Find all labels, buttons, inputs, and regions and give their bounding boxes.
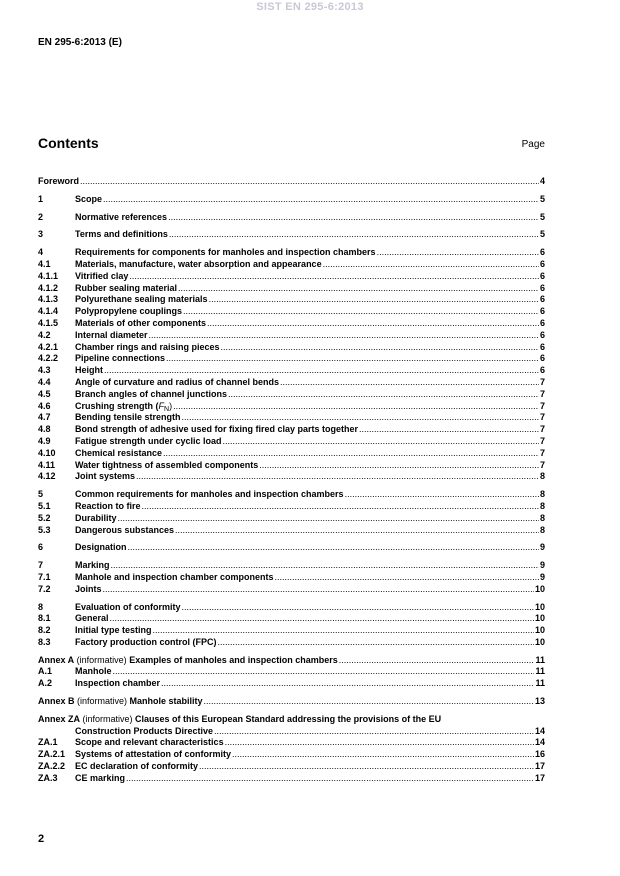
toc-entry-number: 4.7 (38, 412, 51, 423)
toc-leader-dots (166, 353, 539, 365)
toc-entry-title-text: Manhole and inspection chamber components (75, 571, 274, 582)
toc-entry-title-text: Crushing strength ( (75, 400, 159, 411)
toc-leader-dots (199, 761, 534, 773)
toc-entry-number: 4.6 (38, 400, 51, 411)
toc-leader-dots (168, 212, 539, 224)
toc-entry-title (75, 247, 376, 259)
toc-entry-number: 4.2.1 (38, 341, 59, 352)
toc-entry-page: 8 (539, 524, 545, 535)
toc-entry-title-text: Scope and relevant characteristics (75, 737, 224, 748)
toc-entry-page: 9 (539, 571, 545, 582)
toc-entry-title (75, 306, 182, 318)
toc-entry[interactable] (38, 726, 545, 738)
toc-leader-dots (204, 696, 534, 708)
toc-leader-dots (323, 259, 539, 271)
toc-entry[interactable] (38, 666, 545, 678)
toc-entry-number: 8.1 (38, 613, 51, 624)
toc-entry-title (75, 761, 198, 773)
toc-entry-title-text: Reaction to fire (75, 500, 141, 511)
toc-entry[interactable] (38, 513, 545, 525)
toc-entry[interactable] (38, 318, 545, 330)
toc-entry[interactable] (38, 342, 545, 354)
toc-entry-page: 7 (539, 435, 545, 446)
toc-entry-title (75, 637, 217, 649)
toc-entry-title (75, 194, 102, 206)
toc-entry-number: 4 (38, 247, 44, 258)
toc-entry-title (75, 229, 168, 241)
toc-entry-title (75, 436, 222, 448)
toc-entry-title-text: Chemical resistance (75, 447, 163, 458)
toc-entry-title (75, 625, 152, 637)
toc-entry-title-text: Requirements for components for manholes and inspection chambers (75, 247, 376, 258)
toc-entry-title (75, 525, 174, 537)
toc-entry-page: 6 (539, 247, 545, 258)
toc-entry-title-text: Dangerous substances (75, 524, 175, 535)
toc-entry[interactable] (38, 436, 545, 448)
toc-entry-page: 10 (534, 583, 545, 594)
toc-entry[interactable] (38, 613, 545, 625)
toc-entry-page: 7 (539, 424, 545, 435)
toc-entry-title-text: Joints (75, 583, 102, 594)
toc-entry-title (38, 714, 441, 726)
toc-entry-number: 5 (38, 489, 44, 500)
toc-entry-number: 8.2 (38, 625, 51, 636)
toc-entry-annex-qualifier: (informative) (74, 696, 130, 707)
toc-entry-page: 17 (534, 772, 545, 783)
toc-entry[interactable] (38, 448, 545, 460)
toc-entry-page: 6 (539, 258, 545, 269)
toc-entry[interactable] (38, 330, 545, 342)
toc-entry-page: 5 (539, 193, 545, 204)
toc-entry[interactable] (38, 749, 545, 761)
toc-entry-number: 8.3 (38, 636, 51, 647)
toc-entry[interactable] (38, 625, 545, 637)
toc-entry-title (75, 283, 177, 295)
toc-entry-title-text: Manhole stability (129, 696, 203, 707)
toc-entry-number: 4.1.1 (38, 270, 59, 281)
toc-entry-annex-qualifier: (informative) (80, 713, 136, 724)
toc-entry-number: 2 (38, 211, 44, 222)
toc-entry[interactable] (38, 412, 545, 424)
document-identifier: EN 295-6:2013 (E) (38, 37, 122, 48)
toc-leader-dots (175, 525, 539, 537)
toc-entry[interactable] (38, 194, 545, 206)
toc-entry-title-text: Pipeline connections (75, 353, 166, 364)
toc-leader-dots (259, 460, 539, 472)
toc-entry-title (75, 773, 125, 785)
toc-entry-title-text: Joint systems (75, 471, 136, 482)
toc-entry-number: Foreword (38, 176, 80, 186)
toc-entry[interactable] (38, 401, 545, 413)
toc-leader-dots (182, 602, 534, 614)
toc-entry-page: 14 (534, 725, 545, 736)
toc-entry-number: 4.1 (38, 258, 51, 269)
toc-leader-dots (161, 678, 534, 690)
toc-entry[interactable] (38, 212, 545, 224)
toc-entry-number: 8 (38, 601, 44, 612)
toc-entry[interactable] (38, 696, 545, 708)
toc-entry-number: 4.8 (38, 424, 51, 435)
toc-entry-title (75, 353, 165, 365)
toc-entry-title-text: Branch angles of channel junctions (75, 388, 228, 399)
toc-entry-page: 4 (539, 176, 545, 186)
toc-entry-title (75, 460, 258, 472)
toc-entry-title-end: ) (169, 400, 173, 411)
toc-entry-page: 10 (534, 613, 545, 624)
toc-entry-page: 8 (539, 500, 545, 511)
toc-leader-dots (173, 401, 539, 413)
toc-entry-page: 9 (539, 560, 545, 571)
toc-entry-number: 4.10 (38, 447, 56, 458)
toc-entry-number: 4.3 (38, 365, 51, 376)
toc-leader-dots (359, 424, 539, 436)
toc-entry-title-text: Rubber sealing material (75, 282, 178, 293)
toc-entry-title (75, 377, 279, 389)
toc-entry-title-text: Clauses of this European Standard addressing the provisions of the EU (135, 713, 442, 724)
toc-entry-title-text: Normative references (75, 211, 168, 222)
toc-leader-dots (136, 471, 539, 483)
toc-entry[interactable] (38, 306, 545, 318)
toc-entry[interactable] (38, 737, 545, 749)
toc-entry-number: Annex B (38, 696, 75, 707)
toc-entry-title-text: Vitrified clay (75, 270, 129, 281)
toc-leader-dots (80, 176, 539, 188)
toc-entry-title (75, 737, 224, 749)
toc-entry-page: 6 (539, 270, 545, 281)
toc-entry-title-text: Angle of curvature and radius of channel bends (75, 376, 280, 387)
toc-entry-number: 4.1.3 (38, 294, 59, 305)
toc-entry-number: 4.5 (38, 388, 51, 399)
toc-entry[interactable] (38, 271, 545, 283)
toc-entry-page: 7 (539, 376, 545, 387)
toc-leader-dots (129, 271, 539, 283)
toc-entry-page: 13 (534, 696, 545, 707)
toc-entry-title-text: Factory production control (FPC) (75, 636, 217, 647)
toc-entry[interactable] (38, 389, 545, 401)
toc-entry-number: ZA.2.1 (38, 749, 66, 760)
toc-entry-page: 6 (539, 317, 545, 328)
toc-entry[interactable] (38, 259, 545, 271)
toc-entry[interactable] (38, 773, 545, 785)
toc-entry-title (75, 424, 358, 436)
toc-entry-title (75, 726, 213, 738)
toc-entry-title (75, 749, 231, 761)
toc-entry-title (75, 259, 322, 271)
toc-leader-dots (110, 613, 534, 625)
toc-entry-page: 7 (539, 459, 545, 470)
toc-entry-title-text: Polyurethane sealing materials (75, 294, 208, 305)
toc-entry-title-text: Common requirements for manholes and inspection chambers (75, 489, 344, 500)
toc-entry-title-text: Marking (75, 560, 110, 571)
toc-entry-page: 7 (539, 400, 545, 411)
toc-entry-title (75, 584, 102, 596)
toc-leader-dots (178, 283, 539, 295)
toc-entry-page: 10 (534, 636, 545, 647)
toc-leader-dots (345, 489, 539, 501)
toc-entry-annex-qualifier: (informative) (74, 654, 130, 665)
toc-entry-number: 5.1 (38, 500, 51, 511)
toc-entry-title-text: Bond strength of adhesive used for fixing fired clay parts together (75, 424, 359, 435)
toc-leader-dots (209, 294, 539, 306)
toc-entry[interactable] (38, 525, 545, 537)
toc-entry-title (75, 666, 112, 678)
toc-entry-number: 4.1.4 (38, 306, 59, 317)
toc-entry[interactable] (38, 365, 545, 377)
toc-entry-title-text: Chamber rings and raising pieces (75, 341, 220, 352)
toc-entry-title-text: Systems of attestation of conformity (75, 749, 232, 760)
toc-entry[interactable] (38, 460, 545, 472)
toc-entry[interactable] (38, 489, 545, 501)
toc-entry-number: 4.1.5 (38, 317, 59, 328)
toc-leader-dots (118, 513, 539, 525)
toc-entry-page: 6 (539, 306, 545, 317)
toc-leader-dots (225, 737, 534, 749)
toc-entry[interactable] (38, 602, 545, 614)
toc-leader-dots (103, 584, 534, 596)
toc-entry-title (75, 389, 227, 401)
toc-entry-title (75, 365, 103, 377)
table-of-contents (38, 176, 545, 785)
toc-leader-dots (223, 436, 539, 448)
toc-leader-dots (275, 572, 539, 584)
toc-entry-title-text: Construction Products Directive (75, 725, 214, 736)
toc-entry-number: 5.3 (38, 524, 51, 535)
toc-entry-title (75, 412, 181, 424)
toc-entry-number: 4.4 (38, 376, 51, 387)
toc-entry-page: 16 (534, 749, 545, 760)
toc-entry-page: 6 (539, 353, 545, 364)
toc-entry[interactable] (38, 655, 545, 667)
toc-entry-title-text: Scope (75, 193, 103, 204)
toc-entry-page: 7 (539, 447, 545, 458)
toc-entry-number: Annex ZA (38, 713, 81, 724)
toc-entry-title-text: Internal diameter (75, 329, 148, 340)
toc-entry-title (38, 176, 79, 188)
toc-entry[interactable] (38, 501, 545, 513)
toc-entry-title (75, 294, 208, 306)
toc-leader-dots (113, 666, 535, 678)
toc-entry-title (75, 471, 135, 483)
page-title: Contents (38, 135, 99, 151)
toc-entry-number: 7.2 (38, 583, 51, 594)
toc-entry-number: 4.9 (38, 435, 51, 446)
toc-entry-title-text: Bending tensile strength (75, 412, 181, 423)
toc-leader-dots (163, 448, 539, 460)
toc-entry-title (75, 330, 148, 342)
toc-entry-number: ZA.3 (38, 772, 58, 783)
toc-entry-page: 7 (539, 388, 545, 399)
toc-entry[interactable] (38, 714, 545, 726)
toc-entry[interactable] (38, 229, 545, 241)
toc-entry-title (75, 489, 344, 501)
toc-entry-title (75, 448, 162, 460)
toc-entry[interactable] (38, 377, 545, 389)
toc-leader-dots (221, 342, 539, 354)
toc-entry-title-text: Durability (75, 512, 117, 523)
toc-entry-title-text: Initial type testing (75, 625, 152, 636)
toc-entry-number: 6 (38, 542, 44, 553)
toc-entry[interactable] (38, 584, 545, 596)
toc-entry-number: 7 (38, 560, 44, 571)
toc-entry-title (38, 696, 203, 708)
toc-entry-title-text: Water tightness of assembled components (75, 459, 259, 470)
toc-entry-page: 8 (539, 512, 545, 523)
toc-entry-title-text: Manhole (75, 666, 112, 677)
toc-entry-page: 10 (534, 601, 545, 612)
toc-entry-page: 11 (535, 654, 545, 665)
toc-entry-page: 11 (535, 678, 545, 689)
toc-entry-page: 10 (534, 625, 545, 636)
toc-entry-page: 6 (539, 282, 545, 293)
toc-entry-number: ZA.1 (38, 737, 58, 748)
toc-entry-title (75, 212, 167, 224)
toc-entry-title (75, 342, 220, 354)
toc-entry-title-text: Examples of manholes and inspection chambers (129, 654, 338, 665)
watermark: SIST EN 295-6:2013 (256, 1, 364, 13)
toc-entry-title-text: Materials of other components (75, 317, 207, 328)
toc-entry-title (75, 501, 141, 513)
toc-leader-dots (377, 247, 539, 259)
toc-entry-number: 4.1.2 (38, 282, 59, 293)
toc-entry-number: ZA.2.2 (38, 761, 66, 772)
toc-entry[interactable] (38, 560, 545, 572)
toc-entry-page: 7 (539, 412, 545, 423)
toc-entry-page: 14 (534, 737, 545, 748)
toc-leader-dots (183, 306, 539, 318)
toc-entry-number: 4.12 (38, 471, 56, 482)
toc-entry-title-text: EC declaration of conformity (75, 761, 199, 772)
toc-entry-number: 1 (38, 193, 44, 204)
toc-entry-title-text: General (75, 613, 109, 624)
toc-entry-number: 5.2 (38, 512, 51, 523)
toc-entry-title-text: Height (75, 365, 103, 376)
toc-entry-page: 6 (539, 329, 545, 340)
toc-entry-title (75, 560, 110, 572)
toc-entry-title-text: Fatigue strength under cyclic load (75, 435, 222, 446)
toc-leader-dots (228, 389, 539, 401)
toc-entry-number: Annex A (38, 654, 75, 665)
toc-entry-number: 4.2 (38, 329, 51, 340)
toc-leader-dots (232, 749, 534, 761)
toc-entry-title (75, 271, 128, 283)
toc-entry-title (75, 602, 181, 614)
toc-leader-dots (104, 365, 539, 377)
toc-entry-number: 3 (38, 229, 44, 240)
toc-leader-dots (142, 501, 539, 513)
toc-entry-page: 8 (539, 471, 545, 482)
toc-entry-title (38, 655, 338, 667)
toc-entry-title-text: Terms and definitions (75, 229, 168, 240)
page-column-label: Page (521, 139, 545, 150)
toc-entry-title (75, 678, 160, 690)
toc-leader-dots (339, 655, 535, 667)
toc-entry-title-text: Evaluation of conformity (75, 601, 181, 612)
toc-entry[interactable] (38, 761, 545, 773)
toc-entry[interactable] (38, 176, 545, 188)
toc-entry-title-text: Designation (75, 542, 127, 553)
toc-leader-dots (111, 560, 539, 572)
toc-leader-dots (126, 773, 534, 785)
toc-entry-title (75, 572, 274, 584)
toc-entry-symbol: F (158, 400, 164, 411)
toc-entry[interactable] (38, 471, 545, 483)
toc-entry[interactable] (38, 572, 545, 584)
toc-entry-page: 6 (539, 365, 545, 376)
toc-leader-dots (182, 412, 539, 424)
toc-entry-title-text: Inspection chamber (75, 678, 161, 689)
toc-leader-dots (128, 542, 539, 554)
toc-entry-number: 7.1 (38, 571, 51, 582)
toc-leader-dots (214, 726, 534, 738)
toc-entry-title (75, 318, 206, 330)
toc-entry[interactable] (38, 247, 545, 259)
toc-entry[interactable] (38, 637, 545, 649)
toc-entry-number: 4.11 (38, 459, 56, 470)
toc-leader-dots (207, 318, 539, 330)
toc-entry-title (75, 542, 127, 554)
toc-entry-page: 5 (539, 229, 545, 240)
toc-leader-dots (218, 637, 534, 649)
toc-leader-dots (149, 330, 539, 342)
toc-entry-title (75, 513, 117, 525)
toc-entry-number: A.1 (38, 666, 53, 677)
toc-entry[interactable] (38, 542, 545, 554)
toc-entry-title-text: Polypropylene couplings (75, 306, 183, 317)
toc-entry-page: 8 (539, 489, 545, 500)
page-number: 2 (38, 833, 45, 845)
toc-entry[interactable] (38, 678, 545, 690)
toc-entry-title-text: Materials, manufacture, water absorption and appearance (75, 258, 322, 269)
toc-leader-dots (153, 625, 534, 637)
toc-entry[interactable] (38, 353, 545, 365)
toc-leader-dots (103, 194, 539, 206)
toc-entry-title (75, 613, 109, 625)
toc-entry-page: 6 (539, 294, 545, 305)
toc-entry-page: 17 (534, 761, 545, 772)
toc-entry-page: 5 (539, 211, 545, 222)
toc-entry-number: 4.2.2 (38, 353, 59, 364)
toc-leader-dots (280, 377, 539, 389)
toc-entry-page: 9 (539, 542, 545, 553)
toc-entry[interactable] (38, 283, 545, 295)
toc-entry-title-text: CE marking (75, 772, 126, 783)
toc-entry-page: 6 (539, 341, 545, 352)
toc-entry-page: 11 (535, 666, 545, 677)
toc-entry-symbol-subscript: N (164, 405, 170, 413)
toc-leader-dots (169, 229, 539, 241)
toc-entry[interactable] (38, 424, 545, 436)
toc-entry-number: A.2 (38, 678, 53, 689)
toc-entry[interactable] (38, 294, 545, 306)
